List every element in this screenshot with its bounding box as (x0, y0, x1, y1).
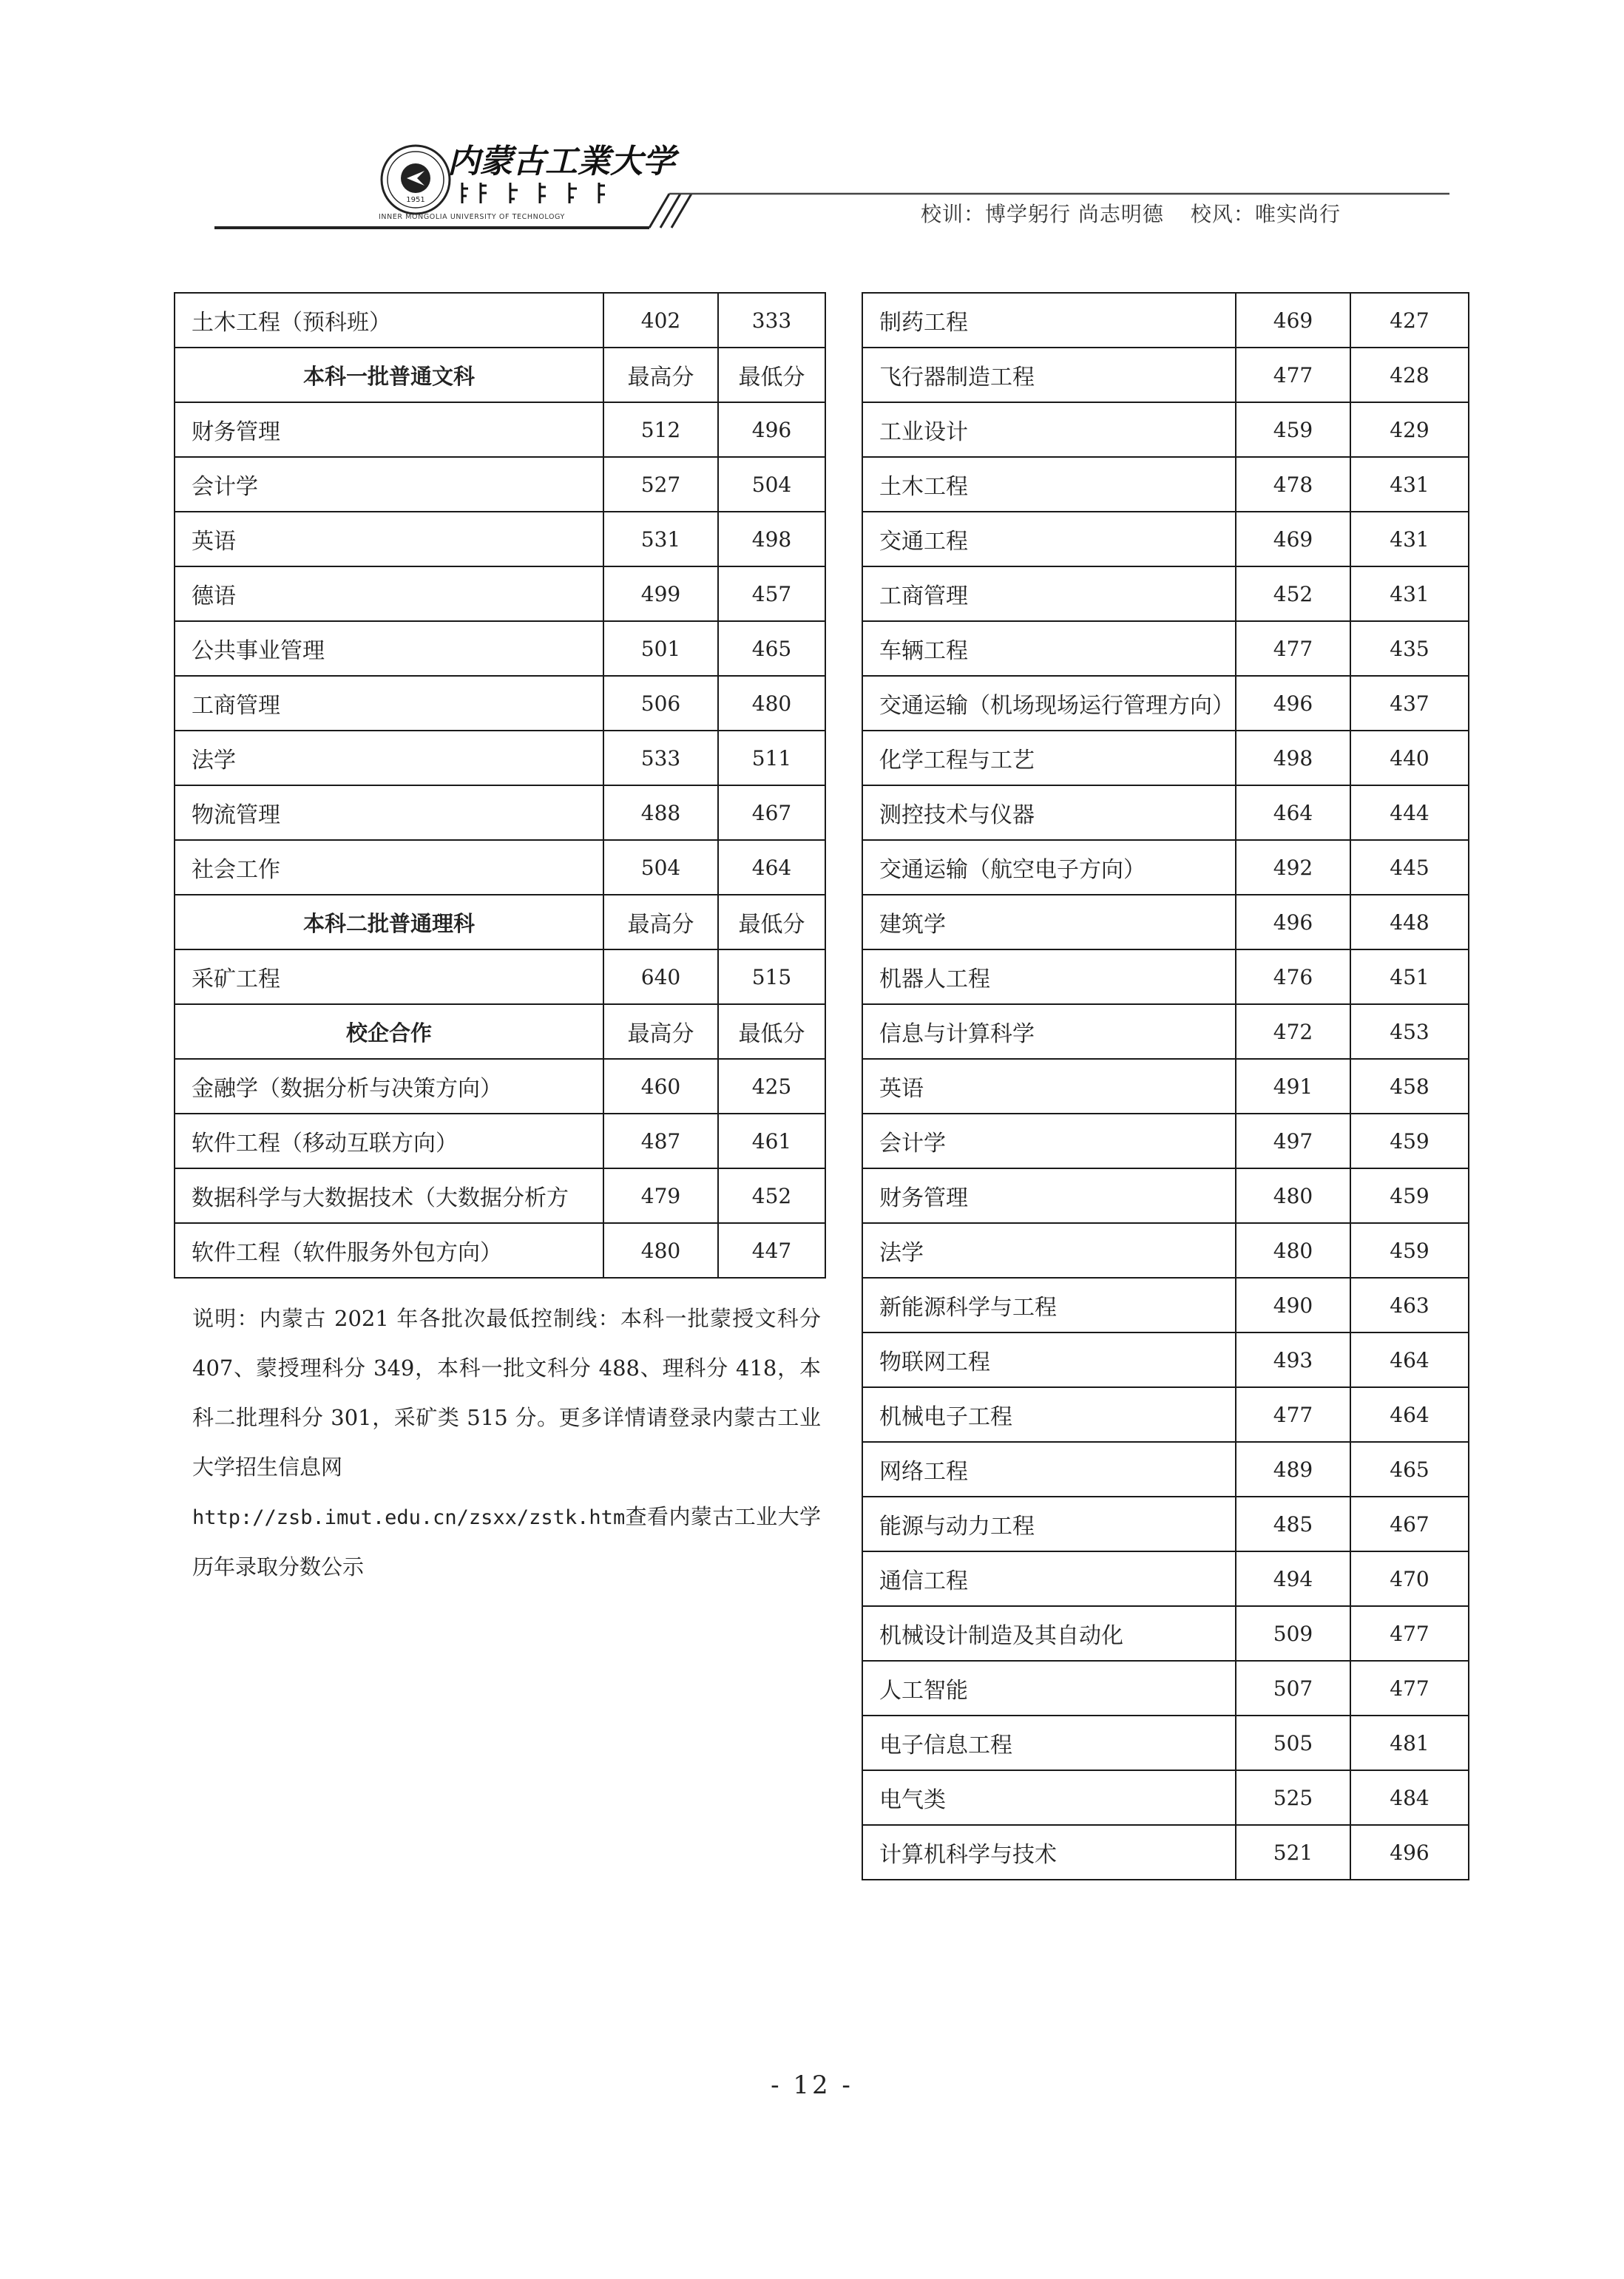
table-section-header (175, 895, 825, 949)
note-url-line (192, 1492, 821, 1592)
table-row (862, 1606, 1469, 1661)
max-score-cell: 498 (1236, 731, 1350, 785)
min-score-cell: 480 (718, 676, 825, 731)
min-score-cell: 461 (718, 1114, 825, 1168)
major-name-cell: 信息与计算科学 (862, 1004, 1236, 1059)
min-score-cell: 498 (718, 512, 825, 566)
table-row (862, 731, 1469, 785)
major-name-cell: 土木工程（预科班） (175, 293, 603, 348)
max-score-cell: 490 (1236, 1278, 1350, 1332)
table-row (862, 348, 1469, 402)
max-score-cell: 505 (1236, 1716, 1350, 1770)
min-score-cell: 459 (1350, 1223, 1469, 1278)
min-score-cell: 451 (1350, 949, 1469, 1004)
major-name-cell: 本科一批普通文科 (175, 348, 603, 402)
min-score-cell: 440 (1350, 731, 1469, 785)
min-score-cell: 431 (1350, 566, 1469, 621)
major-name-cell: 机械设计制造及其自动化 (862, 1606, 1236, 1661)
major-name-cell: 计算机科学与技术 (862, 1825, 1236, 1880)
max-score-cell: 489 (1236, 1442, 1350, 1497)
major-name-cell: 物流管理 (175, 785, 603, 840)
max-score-cell: 491 (1236, 1059, 1350, 1114)
min-score-cell: 504 (718, 457, 825, 512)
major-name-cell: 交通运输（机场现场运行管理方向） (862, 676, 1236, 731)
table-row (175, 949, 825, 1004)
table-row (862, 895, 1469, 949)
university-name-logo (447, 137, 675, 214)
min-score-cell: 464 (718, 840, 825, 895)
school-motto (921, 198, 1341, 228)
major-name-cell: 土木工程 (862, 457, 1236, 512)
min-score-cell: 431 (1350, 512, 1469, 566)
min-score-cell: 459 (1350, 1168, 1469, 1223)
max-score-cell: 480 (603, 1223, 718, 1278)
max-score-cell: 469 (1236, 512, 1350, 566)
table-row (862, 1004, 1469, 1059)
style-label: 校风： (1190, 202, 1255, 226)
max-score-cell: 533 (603, 731, 718, 785)
max-score-cell: 492 (1236, 840, 1350, 895)
max-score-cell: 521 (1236, 1825, 1350, 1880)
major-name-cell: 制药工程 (862, 293, 1236, 348)
max-score-cell: 487 (603, 1114, 718, 1168)
major-name-cell: 新能源科学与工程 (862, 1278, 1236, 1332)
min-score-cell: 467 (1350, 1497, 1469, 1551)
min-score-cell: 515 (718, 949, 825, 1004)
table-row (862, 785, 1469, 840)
table-row (862, 1442, 1469, 1497)
major-name-cell: 校企合作 (175, 1004, 603, 1059)
major-name-cell: 公共事业管理 (175, 621, 603, 676)
max-score-cell: 最高分 (603, 895, 718, 949)
max-score-cell: 477 (1236, 348, 1350, 402)
motto-label: 校训： (921, 202, 986, 226)
min-score-cell: 最低分 (718, 895, 825, 949)
min-score-cell: 445 (1350, 840, 1469, 895)
major-name-cell: 飞行器制造工程 (862, 348, 1236, 402)
max-score-cell: 501 (603, 621, 718, 676)
major-name-cell: 人工智能 (862, 1661, 1236, 1716)
major-name-cell: 测控技术与仪器 (862, 785, 1236, 840)
max-score-cell: 464 (1236, 785, 1350, 840)
major-name-cell: 机器人工程 (862, 949, 1236, 1004)
min-score-cell: 448 (1350, 895, 1469, 949)
major-name-cell: 建筑学 (862, 895, 1236, 949)
university-emblem-icon (379, 143, 453, 217)
min-score-cell: 484 (1350, 1770, 1469, 1825)
max-score-cell: 最高分 (603, 1004, 718, 1059)
min-score-cell: 481 (1350, 1716, 1469, 1770)
max-score-cell: 477 (1236, 1387, 1350, 1442)
max-score-cell: 494 (1236, 1551, 1350, 1606)
major-name-cell: 德语 (175, 566, 603, 621)
motto-text: 博学躬行 尚志明德 (985, 202, 1164, 226)
min-score-cell: 477 (1350, 1606, 1469, 1661)
table-row (175, 840, 825, 895)
table-row (862, 566, 1469, 621)
table-row (862, 293, 1469, 348)
max-score-cell: 477 (1236, 621, 1350, 676)
max-score-cell: 497 (1236, 1114, 1350, 1168)
table-row (175, 621, 825, 676)
table-row (862, 949, 1469, 1004)
major-name-cell: 会计学 (862, 1114, 1236, 1168)
min-score-cell: 470 (1350, 1551, 1469, 1606)
min-score-cell: 458 (1350, 1059, 1469, 1114)
major-name-cell: 财务管理 (862, 1168, 1236, 1223)
min-score-cell: 447 (718, 1223, 825, 1278)
logo-name-text: 内蒙古工業大学 (447, 143, 675, 180)
max-score-cell: 476 (1236, 949, 1350, 1004)
min-score-cell: 425 (718, 1059, 825, 1114)
major-name-cell: 社会工作 (175, 840, 603, 895)
major-name-cell: 工商管理 (175, 676, 603, 731)
max-score-cell: 531 (603, 512, 718, 566)
table-row (862, 1825, 1469, 1880)
min-score-cell: 465 (1350, 1442, 1469, 1497)
style-text: 唯实尚行 (1254, 202, 1341, 226)
min-score-cell: 427 (1350, 293, 1469, 348)
min-score-cell: 453 (1350, 1004, 1469, 1059)
note-url-suffix: 查看内蒙古工业大学历年录取分数公示 (192, 1504, 821, 1579)
table-row (862, 1387, 1469, 1442)
max-score-cell: 496 (1236, 676, 1350, 731)
table-section-header (175, 1004, 825, 1059)
table-row (862, 1716, 1469, 1770)
min-score-cell: 429 (1350, 402, 1469, 457)
note-text: 说明：内蒙古 2021 年各批次最低控制线：本科一批蒙授文科分 407、蒙授理科分 349，本科一批文科分 488、理科分 418，本科二批理科分 301，采矿类 515 分。更多详情请登录内蒙古工业大学招生信息网 (192, 1306, 821, 1480)
table-row (862, 1551, 1469, 1606)
max-score-cell: 640 (603, 949, 718, 1004)
major-name-cell: 采矿工程 (175, 949, 603, 1004)
right-score-table (862, 292, 1469, 1880)
table-row (175, 785, 825, 840)
table-row (862, 1661, 1469, 1716)
min-score-cell: 444 (1350, 785, 1469, 840)
major-name-cell: 数据科学与大数据技术（大数据分析方 (175, 1168, 603, 1223)
min-score-cell: 467 (718, 785, 825, 840)
major-name-cell: 能源与动力工程 (862, 1497, 1236, 1551)
major-name-cell: 电子信息工程 (862, 1716, 1236, 1770)
table-row (175, 731, 825, 785)
major-name-cell: 交通运输（航空电子方向） (862, 840, 1236, 895)
major-name-cell: 本科二批普通理科 (175, 895, 603, 949)
min-score-cell: 437 (1350, 676, 1469, 731)
major-name-cell: 交通工程 (862, 512, 1236, 566)
max-score-cell: 525 (1236, 1770, 1350, 1825)
table-row (862, 457, 1469, 512)
table-row (175, 457, 825, 512)
min-score-cell: 452 (718, 1168, 825, 1223)
major-name-cell: 财务管理 (175, 402, 603, 457)
min-score-cell: 457 (718, 566, 825, 621)
max-score-cell: 478 (1236, 457, 1350, 512)
table-row (862, 840, 1469, 895)
table-row (862, 402, 1469, 457)
min-score-cell: 496 (1350, 1825, 1469, 1880)
major-name-cell: 机械电子工程 (862, 1387, 1236, 1442)
major-name-cell: 网络工程 (862, 1442, 1236, 1497)
table-row (862, 1168, 1469, 1223)
major-name-cell: 通信工程 (862, 1551, 1236, 1606)
table-row (175, 566, 825, 621)
max-score-cell: 452 (1236, 566, 1350, 621)
table-row (862, 676, 1469, 731)
major-name-cell: 法学 (175, 731, 603, 785)
min-score-cell: 最低分 (718, 1004, 825, 1059)
max-score-cell: 527 (603, 457, 718, 512)
major-name-cell: 金融学（数据分析与决策方向） (175, 1059, 603, 1114)
major-name-cell: 电气类 (862, 1770, 1236, 1825)
min-score-cell: 464 (1350, 1387, 1469, 1442)
max-score-cell: 460 (603, 1059, 718, 1114)
min-score-cell: 496 (718, 402, 825, 457)
min-score-cell: 477 (1350, 1661, 1469, 1716)
max-score-cell: 最高分 (603, 348, 718, 402)
major-name-cell: 物联网工程 (862, 1332, 1236, 1387)
table-row (862, 1114, 1469, 1168)
admission-url-link[interactable]: http://zsb.imut.edu.cn/zsxx/zstk.htm (192, 1506, 626, 1529)
note-block (192, 1294, 821, 1592)
major-name-cell: 工商管理 (862, 566, 1236, 621)
min-score-cell: 465 (718, 621, 825, 676)
min-score-cell: 428 (1350, 348, 1469, 402)
max-score-cell: 480 (1236, 1223, 1350, 1278)
max-score-cell: 402 (603, 293, 718, 348)
major-name-cell: 工业设计 (862, 402, 1236, 457)
major-name-cell: 软件工程（移动互联方向） (175, 1114, 603, 1168)
table-row (862, 621, 1469, 676)
logo-english-name: INNER MONGOLIA UNIVERSITY OF TECHNOLOGY (379, 213, 565, 221)
max-score-cell: 507 (1236, 1661, 1350, 1716)
major-name-cell: 英语 (175, 512, 603, 566)
table-section-header (175, 348, 825, 402)
major-name-cell: 英语 (862, 1059, 1236, 1114)
table-row (175, 1223, 825, 1278)
major-name-cell: 法学 (862, 1223, 1236, 1278)
page-header (0, 0, 1624, 244)
max-score-cell: 496 (1236, 895, 1350, 949)
min-score-cell: 464 (1350, 1332, 1469, 1387)
table-row (175, 293, 825, 348)
max-score-cell: 506 (603, 676, 718, 731)
min-score-cell: 511 (718, 731, 825, 785)
max-score-cell: 512 (603, 402, 718, 457)
max-score-cell: 493 (1236, 1332, 1350, 1387)
max-score-cell: 469 (1236, 293, 1350, 348)
min-score-cell: 435 (1350, 621, 1469, 676)
major-name-cell: 软件工程（软件服务外包方向） (175, 1223, 603, 1278)
max-score-cell: 485 (1236, 1497, 1350, 1551)
table-row (175, 1168, 825, 1223)
table-row (175, 676, 825, 731)
min-score-cell: 333 (718, 293, 825, 348)
left-score-table (174, 292, 826, 1279)
min-score-cell: 463 (1350, 1278, 1469, 1332)
min-score-cell: 459 (1350, 1114, 1469, 1168)
table-row (862, 1332, 1469, 1387)
major-name-cell: 化学工程与工艺 (862, 731, 1236, 785)
max-score-cell: 499 (603, 566, 718, 621)
table-row (175, 1059, 825, 1114)
table-row (175, 1114, 825, 1168)
max-score-cell: 472 (1236, 1004, 1350, 1059)
table-row (175, 402, 825, 457)
table-row (862, 1278, 1469, 1332)
table-row (175, 512, 825, 566)
max-score-cell: 488 (603, 785, 718, 840)
major-name-cell: 会计学 (175, 457, 603, 512)
max-score-cell: 459 (1236, 402, 1350, 457)
min-score-cell: 最低分 (718, 348, 825, 402)
max-score-cell: 509 (1236, 1606, 1350, 1661)
page-number: - 12 - (771, 2070, 853, 2100)
table-row (862, 512, 1469, 566)
header-rule-lines (0, 0, 1624, 244)
table-row (862, 1059, 1469, 1114)
max-score-cell: 479 (603, 1168, 718, 1223)
table-row (862, 1770, 1469, 1825)
emblem-year: 1951 (406, 196, 425, 204)
table-row (862, 1223, 1469, 1278)
min-score-cell: 431 (1350, 457, 1469, 512)
major-name-cell: 车辆工程 (862, 621, 1236, 676)
max-score-cell: 480 (1236, 1168, 1350, 1223)
max-score-cell: 504 (603, 840, 718, 895)
table-row (862, 1497, 1469, 1551)
